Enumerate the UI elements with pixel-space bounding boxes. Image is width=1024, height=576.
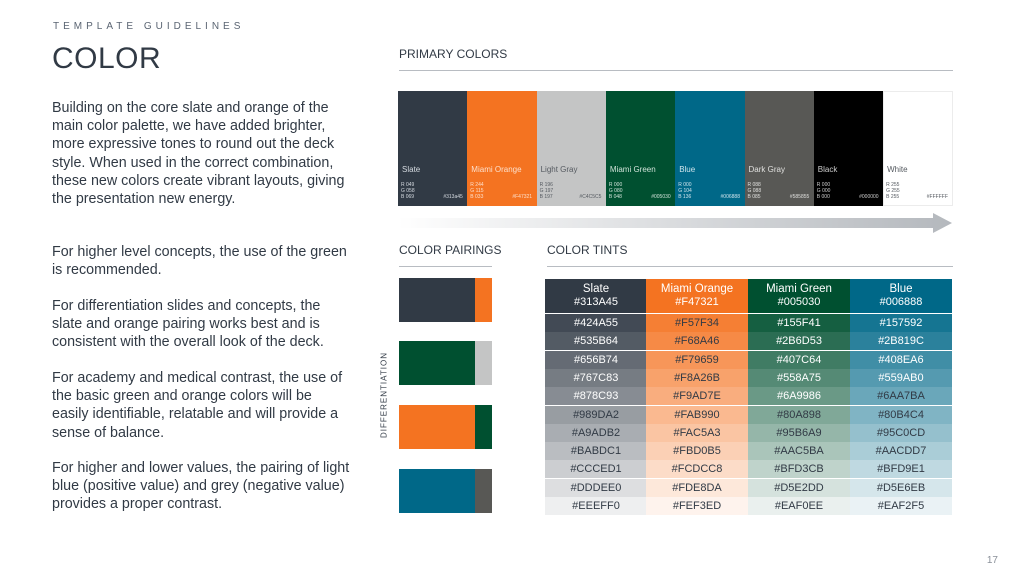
swatch-name: Slate (402, 165, 421, 174)
page-title: COLOR (52, 42, 162, 75)
color-swatch (537, 91, 607, 206)
primary-colors-heading: PRIMARY COLORS (399, 47, 508, 61)
arrow-right-icon (398, 213, 952, 233)
tint-column-base-hex: #006888 (879, 296, 923, 308)
color-pair (399, 341, 492, 385)
swatch-rgb-g: G 088 (747, 188, 762, 194)
swatch-rgb-g: G 255 (886, 188, 900, 194)
tint-cell: #F57F34 (646, 314, 748, 332)
color-swatch (745, 91, 815, 206)
tint-cell: #CCCED1 (545, 460, 647, 478)
swatch-name: Light Gray (540, 165, 578, 174)
swatch-rgb (678, 182, 692, 200)
tint-cell: #BFD3CB (748, 460, 850, 478)
swatch-rgb-g: G 197 (539, 188, 554, 194)
tint-cell: #80B4C4 (850, 406, 952, 424)
swatch-hex: #006888 (720, 194, 740, 200)
color-tints-rule (547, 266, 953, 267)
color-tints-heading: COLOR TINTS (547, 243, 628, 257)
tint-cell: #F79659 (646, 351, 748, 369)
tint-cell: #558A75 (748, 369, 850, 387)
pair-main-color (399, 469, 475, 513)
swatch-rgb-r: R 088 (747, 182, 761, 188)
pair-accent-color (475, 405, 492, 449)
tint-column-name: Slate (582, 283, 610, 295)
pair-main-color (399, 341, 475, 385)
swatch-rgb-g: G 058 (401, 188, 415, 194)
tint-cell: #EAF2F5 (850, 497, 952, 515)
color-pair (399, 469, 492, 513)
tint-cell: #BFD9E1 (850, 460, 952, 478)
tint-column-header (545, 279, 647, 313)
swatch-rgb (540, 182, 554, 200)
swatch-rgb-g: G 115 (470, 188, 484, 194)
swatch-name: White (887, 165, 908, 174)
pair-main-color (399, 278, 475, 322)
body-paragraph: For academy and medical contrast, the use of the basic green and orange colors will be easily identifiable, relatable and will provide a sense of balance. (52, 370, 343, 441)
color-pairings-heading: COLOR PAIRINGS (399, 243, 502, 257)
tint-cell: #2B819C (850, 332, 952, 350)
tint-cell: #EAF0EE (748, 497, 850, 515)
tint-cell: #AAC5BA (748, 442, 850, 460)
swatch-rgb (401, 182, 415, 200)
pair-accent-color (475, 469, 492, 513)
swatch-rgb-r: R 000 (608, 182, 623, 188)
body-paragraph: For higher level concepts, the use of the green is recommended. (52, 244, 347, 279)
swatch-rgb (886, 182, 900, 200)
tint-cell: #559AB0 (850, 369, 952, 387)
body-paragraph: For differentiation slides and concepts, the slate and orange pairing works best and is consistent with the overall look of the deck. (52, 298, 324, 351)
color-swatch (606, 91, 676, 206)
swatch-rgb-r: R 000 (816, 182, 831, 188)
tint-cell: #989DA2 (545, 406, 647, 424)
tint-cell: #407C64 (748, 351, 850, 369)
tint-cell: #EEEFF0 (545, 497, 647, 515)
page-number: 17 (986, 555, 998, 566)
tint-column-base-hex: #F47321 (675, 296, 719, 308)
swatch-rgb-r: R 000 (678, 182, 692, 188)
color-swatch (467, 91, 537, 206)
tint-cell: #D5E6EB (850, 479, 952, 497)
swatch-rgb-r: R 049 (401, 182, 415, 188)
tint-column-header (748, 279, 850, 313)
differentiation-label: DIFFERENTIATION (379, 352, 389, 438)
tint-cell: #AACDD7 (850, 442, 952, 460)
tint-column-header (850, 279, 952, 313)
swatch-rgb (609, 182, 623, 200)
tint-cell: #80A898 (748, 406, 850, 424)
body-paragraph: Building on the core slate and orange of the main color palette, we have added brighter, more expressive tones to round out the deck style. When used in the correct combination, these new colors create vibrant layouts, giving the presentation new energy. (52, 100, 345, 208)
color-swatch (883, 91, 953, 206)
swatch-rgb-r: R 255 (886, 182, 900, 188)
tint-cell: #D5E2DD (748, 479, 850, 497)
swatch-hex: #585855 (789, 194, 810, 200)
swatch-name: Miami Orange (471, 165, 522, 174)
tint-cell: #F9AD7E (646, 387, 748, 405)
color-swatch (675, 91, 745, 206)
tint-cell: #FDE8DA (646, 479, 748, 497)
swatch-rgb-b: B 197 (539, 194, 553, 200)
tint-cell: #FBD0B5 (646, 442, 748, 460)
swatch-hex: #000000 (859, 194, 879, 200)
swatch-rgb-r: R 196 (539, 182, 553, 188)
swatch-hex: #FFFFFF (926, 194, 948, 200)
swatch-rgb-b: B 085 (747, 194, 761, 200)
pair-main-color (399, 405, 475, 449)
swatch-name: Blue (679, 165, 696, 174)
swatch-name: Dark Gray (748, 165, 785, 174)
body-paragraph: For higher and lower values, the pairing of light blue (positive value) and grey (negative value) provides a proper contrast. (52, 460, 350, 513)
tint-cell: #2B6D53 (748, 332, 850, 350)
color-swatch (398, 91, 468, 206)
swatch-rgb-r: R 244 (470, 182, 484, 188)
swatch-rgb-b: B 048 (608, 194, 622, 200)
tint-cell: #157592 (850, 314, 952, 332)
swatch-hex: #C4C5C5 (579, 194, 602, 200)
color-swatch (814, 91, 884, 206)
tint-cell: #6A9986 (748, 387, 850, 405)
color-pair (399, 405, 492, 449)
tint-cell: #FEF3ED (646, 497, 748, 515)
primary-colors-rule (399, 70, 953, 71)
tint-cell: #FCDCC8 (646, 460, 748, 478)
swatch-hex: #F47321 (512, 194, 533, 200)
tint-cell: #FAB990 (646, 406, 748, 424)
swatch-rgb-b: B 136 (678, 194, 692, 200)
swatch-rgb-b: B 069 (401, 194, 415, 200)
tint-column-base-hex: #005030 (777, 296, 821, 308)
tint-cell: #F68A46 (646, 332, 748, 350)
tint-cell: #767C83 (545, 369, 647, 387)
tint-column-name: Miami Green (766, 283, 832, 295)
swatch-rgb (817, 182, 831, 200)
tint-cell: #DDDEE0 (545, 479, 647, 497)
eyebrow: TEMPLATE GUIDELINES (53, 21, 245, 32)
tint-cell: #FAC5A3 (646, 424, 748, 442)
tint-cell: #656B74 (545, 351, 647, 369)
tint-cell: #A9ADB2 (545, 424, 647, 442)
swatch-rgb-b: B 000 (816, 194, 830, 200)
swatch-hex: #005030 (651, 194, 671, 200)
swatch-rgb-g: G 080 (608, 188, 623, 194)
tint-column-header (646, 279, 748, 313)
swatch-rgb-g: G 000 (816, 188, 831, 194)
swatch-hex: #313a45 (443, 194, 463, 200)
color-pair (399, 278, 492, 322)
arrow-divider (398, 213, 954, 233)
tint-column-name: Miami Orange (660, 283, 734, 295)
tint-cell: #95B6A9 (748, 424, 850, 442)
swatch-rgb (470, 182, 483, 200)
tint-cell: #878C93 (545, 387, 647, 405)
tint-cell: #535B64 (545, 332, 647, 350)
swatch-name: Miami Green (609, 165, 656, 174)
tint-column-name: Blue (889, 283, 913, 295)
tint-cell: #F8A26B (646, 369, 748, 387)
tint-cell: #95C0CD (850, 424, 952, 442)
tint-cell: #408EA6 (850, 351, 952, 369)
swatch-name: Black (817, 165, 838, 174)
tint-cell: #6AA7BA (850, 387, 952, 405)
color-pairings-rule (399, 266, 492, 267)
pair-accent-color (475, 341, 492, 385)
swatch-rgb-b: B 033 (470, 194, 484, 200)
pair-accent-color (475, 278, 492, 322)
tint-cell: #155F41 (748, 314, 850, 332)
tint-column-base-hex: #313A45 (573, 296, 619, 308)
tint-cell: #BABDC1 (545, 442, 647, 460)
swatch-rgb-b: B 255 (886, 194, 900, 200)
tint-cell: #424A55 (545, 314, 647, 332)
swatch-rgb-g: G 104 (678, 188, 692, 194)
swatch-rgb (748, 182, 762, 200)
